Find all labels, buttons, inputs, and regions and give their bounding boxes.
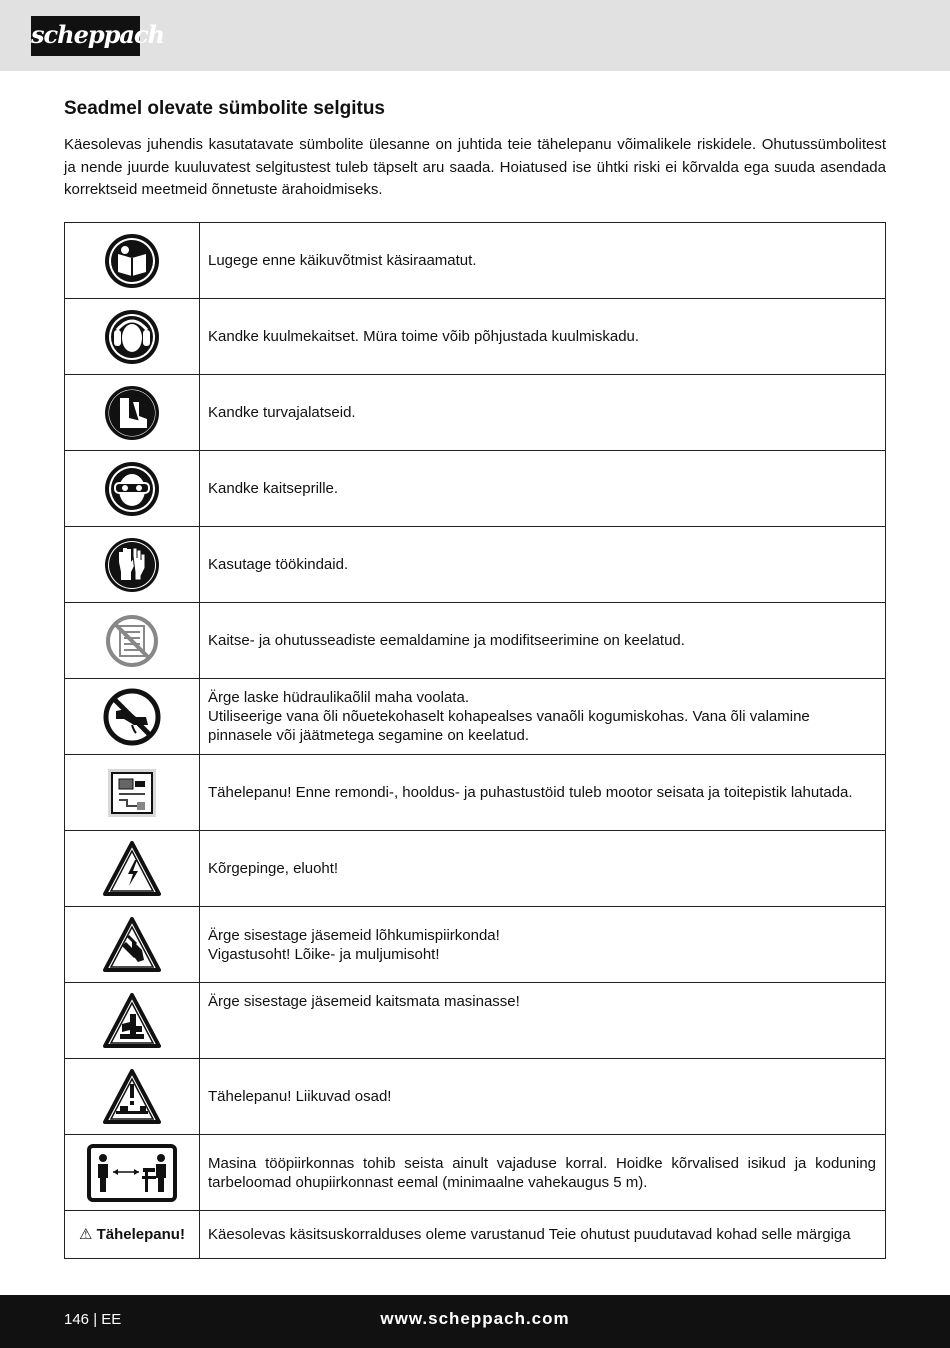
no-guard-removal-icon: [105, 614, 159, 668]
row-text: Ärge sisestage jäsemeid lõhkumispiirkonda!: [208, 926, 500, 944]
symbol-row: [65, 375, 886, 451]
symbol-row: [65, 907, 886, 983]
row-text: Masina tööpiirkonnas tohib seista ainult vajaduse korral. Hoidke kõrvalised isikud ja koduning tarbeloomad ohupiirkonnast eemal (minimaalne vahekaugus 5 m).: [208, 1154, 876, 1191]
no-oil-drain-icon: [102, 687, 162, 747]
row-text: Ärge laske hüdraulikaõlil maha voolata.: [208, 689, 469, 706]
safety-goggles-icon: [103, 460, 161, 518]
symbol-row: [65, 983, 886, 1059]
page-separator: |: [93, 1311, 98, 1328]
attention-label: [79, 1226, 185, 1243]
symbol-row: [65, 603, 886, 679]
symbol-row: [65, 1059, 886, 1135]
symbols-table: [64, 222, 886, 1259]
page-number: 146: [64, 1311, 90, 1328]
symbol-row: [65, 755, 886, 831]
row-text: Kasutage töökindaid.: [208, 556, 349, 573]
row-text: Kaitse- ja ohutusseadiste eemaldamine ja modifitseerimine on keelatud.: [208, 632, 685, 649]
high-voltage-icon: [102, 840, 162, 898]
ear-protection-icon: [103, 308, 161, 366]
symbol-row: [65, 1135, 886, 1211]
gloves-icon: [103, 536, 161, 594]
symbol-row: [65, 527, 886, 603]
row-text: Tähelepanu! Liikuvad osad!: [208, 1088, 392, 1105]
read-manual-icon: [103, 232, 161, 290]
symbol-row: [65, 451, 886, 527]
page-title: Seadmel olevate sümbolite selgitus: [64, 98, 385, 119]
symbol-row: [65, 299, 886, 375]
intro-paragraph: Käesolevas juhendis kasutatavate sümbolite ülesanne on juhtida teie tähelepanu võimalikele riskidele. Ohutussümbolitest ja nende juurde kuuluvatest selgitustest tuleb täpselt aru saada. Hoiatused ise ühtki riski ei kõrvalda ega suuda asendada korrektseid meetmeid õnnetuste ärahoidmiseks.: [64, 136, 886, 198]
footer-bar: [0, 1295, 950, 1348]
language-code: EE: [101, 1311, 122, 1328]
row-text: Lugege enne käikuvõtmist käsiraamatut.: [208, 252, 477, 269]
row-text: Vigastusoht! Lõike- ja muljumisoht!: [208, 945, 440, 963]
warning-triangle-icon: ⚠: [79, 1226, 93, 1243]
hand-in-machine-icon: [102, 992, 162, 1050]
attention-text: Käesolevas käsitsuskorralduses oleme varustanud Teie ohutust puudutavad kohad selle märgiga: [208, 1226, 851, 1243]
row-text: Kandke kaitseprille.: [208, 480, 339, 497]
website-url: www.scheppach.com: [380, 1309, 570, 1328]
symbol-row: [65, 679, 886, 755]
symbol-row: [65, 223, 886, 299]
safe-distance-icon: [87, 1144, 177, 1202]
top-band: [0, 0, 950, 71]
safety-boots-icon: [103, 384, 161, 442]
row-text: Kandke kuulmekaitset. Müra toime võib põhjustada kuulmiskadu.: [208, 328, 640, 345]
row-text: Tähelepanu! Enne remondi-, hooldus- ja puhastustöid tuleb mootor seisata ja toitepistik lahutada.: [208, 784, 853, 801]
moving-parts-icon: [102, 1068, 162, 1126]
row-text: Utiliseerige vana õli nõuetekohaselt kohapealses vanaõli kogumiskohas. Vana õli valamine pinnasele või jäätmetega segamine on keelatud.: [208, 708, 810, 744]
row-text: Kandke turvajalatseid.: [208, 404, 356, 421]
attention-row: [65, 1211, 886, 1259]
scheppach-logo: scheppach: [31, 16, 140, 56]
attention-label-text: Tähelepanu!: [96, 1226, 185, 1243]
symbol-row: [65, 831, 886, 907]
row-text: Ärge sisestage jäsemeid kaitsmata masinasse!: [208, 993, 520, 1010]
row-text: Kõrgepinge, eluoht!: [208, 860, 339, 877]
crush-hazard-icon: [102, 916, 162, 974]
unplug-before-maintenance-icon: [107, 768, 157, 818]
